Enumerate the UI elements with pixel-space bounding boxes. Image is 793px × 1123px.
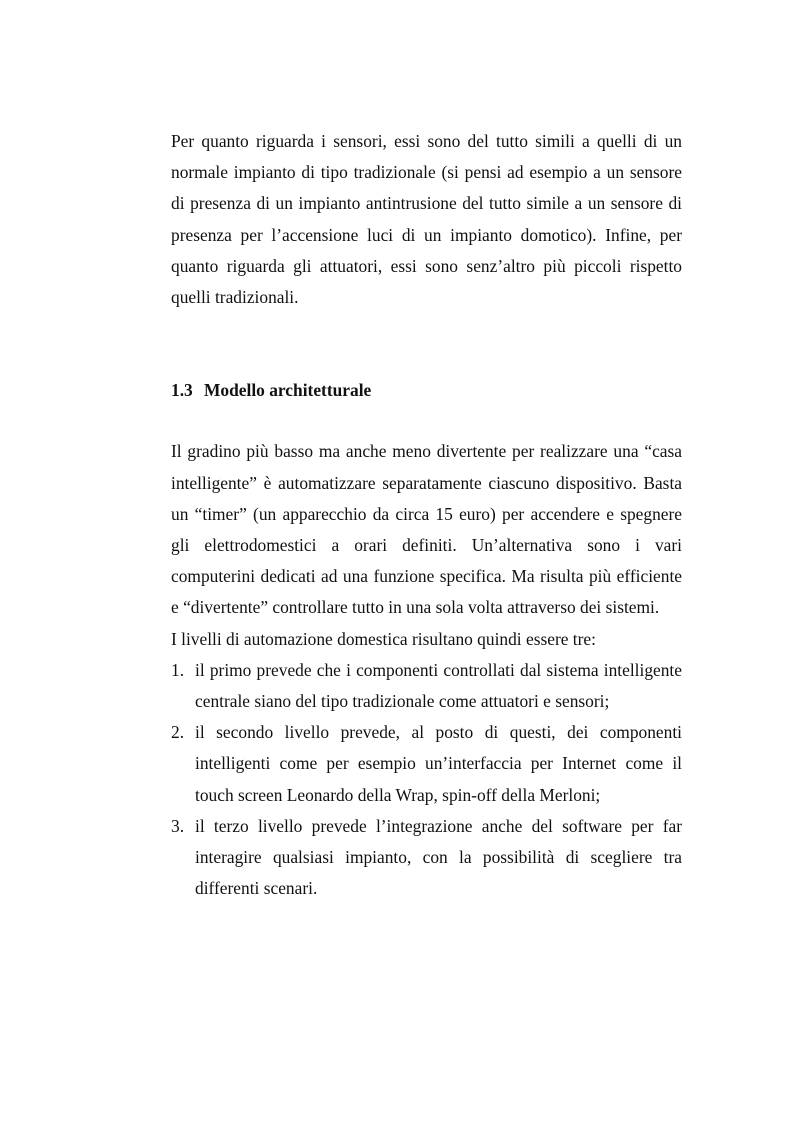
section-heading [171, 375, 682, 406]
paragraph-smart-home-intro: Il gradino più basso ma anche meno divertente per realizzare una “casa intelligente” è automatizzare separatamente ciascuno dispositivo. Basta un “timer” (un apparecchio da circa 15 euro) per accendere e spegnere gli elettrodomestici a orari definiti. Un’alternativa sono i vari computerini dedicati ad una funzione specifica. Ma risulta più efficiente e “divertente” controllare tutto in una sola volta attraverso dei sistemi. [171, 441, 682, 618]
section-number: 1.3 [171, 380, 193, 401]
list-item-marker: 3. [171, 815, 185, 836]
list-item-marker: 2. [171, 722, 185, 743]
list-item [171, 655, 682, 717]
spacer [171, 406, 682, 436]
paragraph-sensors-actuators: Per quanto riguarda i sensori, essi sono del tutto simili a quelli di un normale impianto di tipo tradizionale (si pensi ad esempio a un sensore di presenza di un impianto antintrusione del tutto simile a un sensore di presenza per l’accensione luci di un impianto domotico). Infine, per quanto riguarda gli attuatori, essi sono senz’altro più piccoli rispetto quelli tradizionali. [171, 131, 682, 308]
list-item-text: il primo prevede che i componenti controllati dal sistema intelligente centrale siano del tipo tradizionale come attuatori e sensori; [195, 659, 682, 712]
spacer [171, 313, 682, 375]
list-item [171, 811, 682, 905]
list-item-text: il terzo livello prevede l’integrazione anche del software per far interagire qualsiasi impianto, con la possibilità di scegliere tra differenti scenari. [195, 815, 682, 899]
list-item [171, 717, 682, 811]
list-item-text: il secondo livello prevede, al posto di questi, dei componenti intelligenti come per esempio un’interfaccia per Internet come il touch screen Leonardo della Wrap, spin-off della Merloni; [195, 722, 682, 805]
list-item-marker: 1. [171, 659, 185, 680]
section-title: Modello architetturale [204, 380, 372, 401]
document-page [171, 126, 682, 904]
paragraph-automation-levels: I livelli di automazione domestica risultano quindi essere tre: [171, 628, 596, 649]
automation-levels-list [171, 655, 682, 905]
